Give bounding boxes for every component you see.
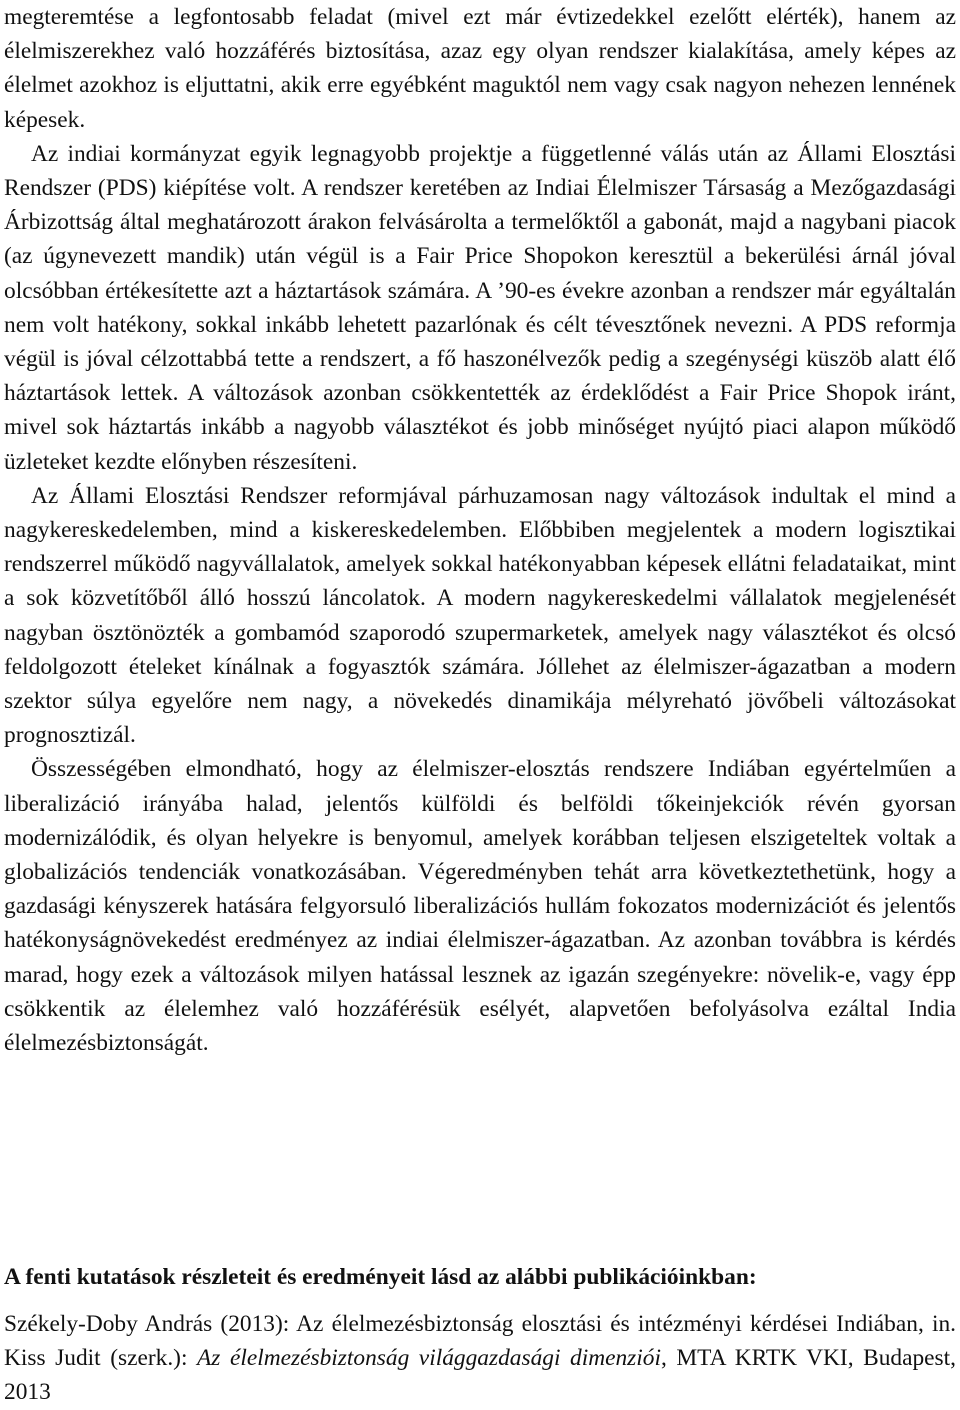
reference-publisher: , MTA KRTK VKI, Budapest, 2013 (4, 1345, 956, 1406)
paragraph-pds: Az indiai kormányzat egyik legnagyobb projektje a függetlenné válás után az Állami Elosztási Rendszer (PDS) kiépítése volt. A rendszer keretében az Indiai Élelmiszer Társaság a Mezőgazdasági Árbizottság által meghatározott árakon felvásárolta a termelőktől a gabonát, majd a nagybani piacok (az úgynevezett mandik) után végül is a Fair Price Shopokon keresztül a bekerülési árnál jóval olcsóbban értékesítette azt a háztartások számára. A ’90-es évekre azonban a rendszer már egyáltalán nem volt hatékony, sokkal inkább lehetett pazarlónak és célt tévesztőnek nevezni. A PDS reformja végül is jóval célzottabbá tette a rendszert, a fő haszonélvezők pedig a szegénységi küszöb alatt élő háztartások lettek. A változások azonban csökkentették az érdeklődést a Fair Price Shopok iránt, mivel sok háztartás inkább a nagyobb választékot és jobb minőséget nyújtó piaci alapon működő üzleteket kezdte előnyben részesíteni. (4, 140, 956, 475)
paragraph-conclusion: Összességében elmondható, hogy az élelmiszer-elosztás rendszere Indiában egyértelműen a liberalizáció irányába halad, jelentős külföldi és belföldi tőkeinjekciók révén gyorsan modernizálódik, és olyan helyekre is benyomul, amelyek korábban teljesen elszigeteltek voltak a globalizációs tendenciák vonatkozásában. Végeredményben tehát arra következtethetünk, hogy a gazdasági kényszerek hatására felgyorsuló liberalizációs hullám fokozatos modernizációt és jelentős hatékonyságnövekedést eredményez az indiai élelmiszer-ágazatban. Az azonban továbbra is kérdés marad, hogy ezek a változások milyen hatással lesznek az igazán szegényekre: növelik-e, vagy épp csökkentik az élelemhez való hozzáférésük esélyét, alapvetően befolyásolva ezáltal India élelmezésbiztonságát. (4, 756, 956, 1057)
paragraph-wholesale-retail: Az Állami Elosztási Rendszer reformjával párhuzamosan nagy változások indultak el mind a nagykereskedelemben, mind a kiskereskedelemben. Előbbiben megjelentek a modern logisztikai rendszerrel működő nagyvállalatok, amelyek sokkal hatékonyabban képesek ellátni feladataikat, mint a sok közvetítőből álló hosszú láncolatok. A modern nagykereskedelmi vállalatok megjelenését nagyban ösztönözték a gombamód szaporodó szupermarketek, amelyek nagy választékot és olcsó feldolgozott ételeket kínálnak a fogyasztók számára. Jóllehet az élelmiszer-ágazatban a modern szektor súlya egyelőre nem nagy, a növekedés dinamikája mélyreható jövőbeli változásokat prognosztizál. (4, 482, 956, 749)
publication-reference (4, 1307, 956, 1410)
paragraph-continuation: megteremtése a legfontosabb feladat (mivel ezt már évtizedekkel ezelőtt elérték), hanem az élelmiszerekhez való hozzáférés biztosítása, azaz egy olyan rendszer kialakítása, amely képes az élelmet azokhoz is eljuttatni, akik erre egyébként maguktól nem vagy csak nagyon nehezen lennének képesek. (4, 4, 956, 133)
reference-author-title: Székely-Doby András (2013): Az élelmezésbiztonság elosztási és intézményi kérdései Indiában, in. Kiss Judit (szerk.): (4, 1311, 956, 1372)
reference-book-title: Az élelmezésbiztonság világgazdasági dimenziói (197, 1345, 661, 1372)
publications-heading: A fenti kutatások részleteit és eredményeit lásd az alábbi publikációinkban: (4, 1264, 757, 1290)
document-body (4, 0, 956, 1060)
